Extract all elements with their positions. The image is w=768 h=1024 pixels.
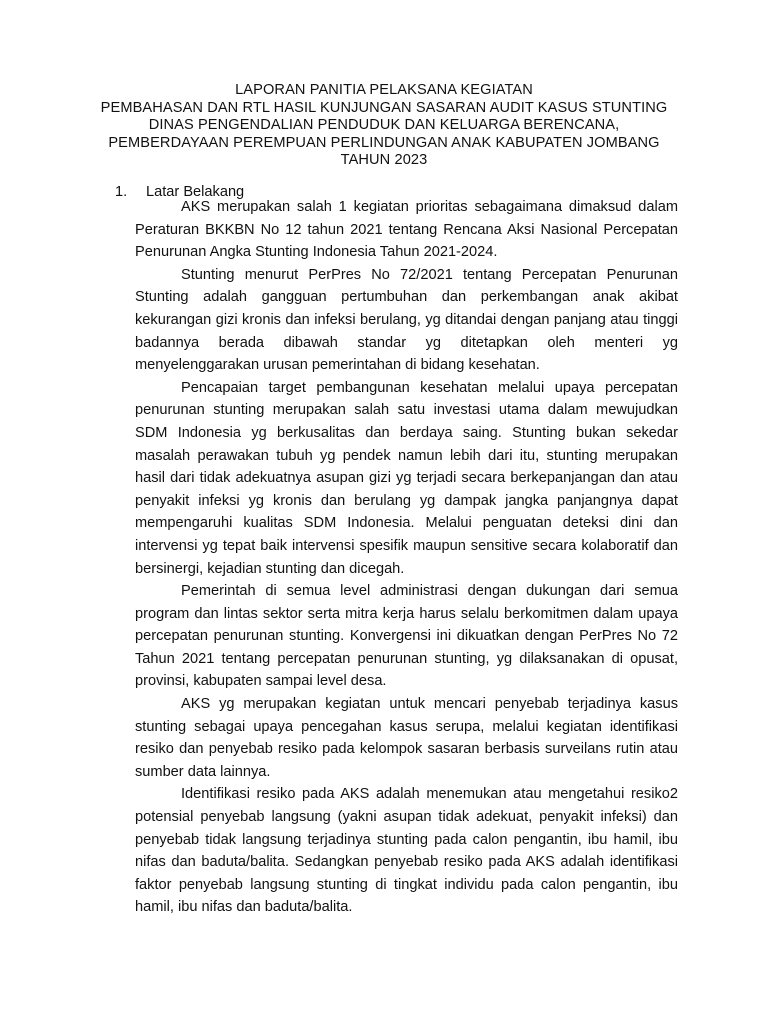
title-line: DINAS PENGENDALIAN PENDUDUK DAN KELUARGA BERENCANA,	[148, 117, 620, 134]
section-title: Latar Belakang	[146, 184, 245, 200]
title-line: TAHUN 2023	[340, 152, 428, 169]
paragraph: Pencapaian target pembangunan kesehatan melalui upaya percepatan penurunan stunting merupakan salah satu investasi utama dalam mewujudkan SDM Indonesia yg berkusalitas dan berdaya saing. Stunting bukan sekedar masalah perawakan tubuh yg pendek namun lebih dari itu, stunting merupakan hasil dari tidak adekuatnya asupan gizi yg terjadi secara berkepanjangan dan atau penyakit infeksi yg kronis dan berulang yg dampak jangka panjangnya dapat mempengaruhi kualitas SDM Indonesia. Melalui penguatan deteksi dini dan intervensi yg tepat baik intervensi spesifik maupun sensitive secara kolaboratif dan bersinergi, kejadian stunting dan dicegah.	[135, 379, 678, 577]
section-number: 1.	[115, 184, 128, 200]
title-line: PEMBERDAYAAN PEREMPUAN PERLINDUNGAN ANAK KABUPATEN JOMBANG	[108, 134, 660, 151]
section-body	[135, 196, 678, 919]
report-title	[60, 82, 708, 170]
title-line: LAPORAN PANITIA PELAKSANA KEGIATAN	[235, 82, 533, 98]
paragraph: Stunting menurut PerPres No 72/2021 tentang Percepatan Penurunan Stunting adalah gangguan pertumbuhan dan perkembangan anak akibat kekurangan gizi kronis dan infeksi berulang, yg ditandai dengan panjang atau tinggi badannya berada dibawah standar yg ditetapkan oleh menteri yg menyelenggarakan urusan pemerintahan di bidang kesehatan.	[135, 266, 678, 374]
title-line: PEMBAHASAN DAN RTL HASIL KUNJUNGAN SASARAN AUDIT KASUS STUNTING	[100, 99, 668, 116]
paragraph: AKS yg merupakan kegiatan untuk mencari penyebab terjadinya kasus stunting sebagai upaya pencegahan kasus serupa, melalui kegiatan identifikasi resiko dan penyebab resiko pada kelompok sasaran berbasis surveilans rutin atau sumber data lainnya.	[135, 696, 678, 780]
paragraph: Identifikasi resiko pada AKS adalah menemukan atau mengetahui resiko2 potensial penyebab langsung (yakni asupan tidak adekuat, penyakit infeksi) dan penyebab tidak langsung terjadinya stunting pada calon pengantin, ibu hamil, ibu nifas dan baduta/balita. Sedangkan penyebab resiko pada AKS adalah identifikasi faktor penyebab langsung stunting di tingkat individu pada calon pengantin, ibu hamil, ibu nifas dan baduta/balita.	[135, 786, 678, 916]
paragraph: Pemerintah di semua level administrasi dengan dukungan dari semua program dan lintas sektor serta mitra kerja harus selalu berkomitmen dalam upaya percepatan penurunan stunting. Konvergensi ini dikuatkan dengan PerPres No 72 Tahun 2021 tentang percepatan penurunan stunting, yg dilaksanakan di opusat, provinsi, kabupaten sampai level desa.	[135, 583, 678, 690]
paragraph: AKS merupakan salah 1 kegiatan prioritas sebagaimana dimaksud dalam Peraturan BKKBN No 12 tahun 2021 tentang Rencana Aksi Nasional Percepatan Penurunan Angka Stunting Indonesia Tahun 2021-2024.	[135, 199, 678, 261]
